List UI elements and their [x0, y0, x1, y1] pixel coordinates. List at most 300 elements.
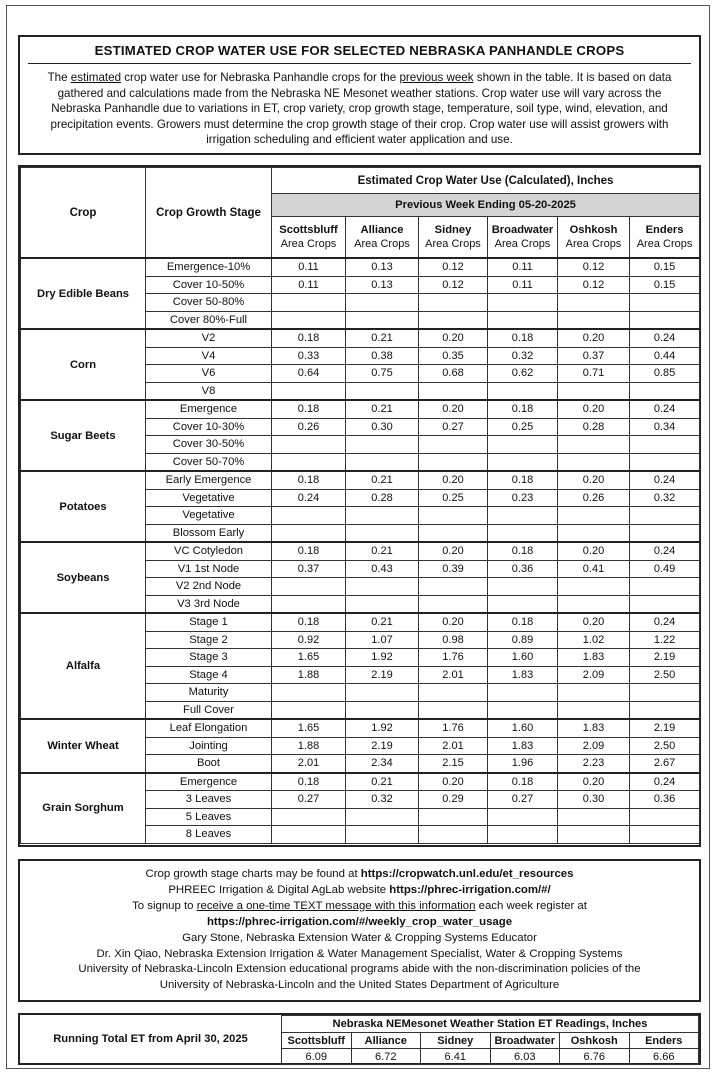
water-use-value — [419, 578, 488, 596]
table-row — [21, 400, 700, 418]
info-line-5: Gary Stone, Nebraska Extension Water & Cropping Systems Educator — [182, 931, 537, 944]
water-use-value — [272, 595, 346, 613]
water-use-value: 2.50 — [630, 666, 700, 684]
water-use-value — [630, 382, 700, 400]
water-use-value — [272, 684, 346, 702]
growth-stage: VC Cotyledon — [146, 542, 272, 560]
running-value: 6.09 — [282, 1049, 352, 1065]
water-use-value: 1.65 — [272, 649, 346, 667]
growth-stage: 5 Leaves — [146, 808, 272, 826]
water-use-value: 0.12 — [419, 258, 488, 276]
water-use-value: 0.27 — [272, 791, 346, 809]
water-use-value: 0.18 — [272, 613, 346, 631]
growth-stage: 3 Leaves — [146, 791, 272, 809]
intro-text-2: crop water use for Nebraska Panhandle crops for the — [121, 71, 400, 84]
water-use-value: 0.18 — [272, 542, 346, 560]
growth-stage: Cover 10-50% — [146, 276, 272, 294]
water-use-value: 0.11 — [272, 276, 346, 294]
water-use-value: 0.12 — [558, 258, 630, 276]
intro-paragraph — [34, 70, 685, 148]
week-ending-header: Previous Week Ending 05-20-2025 — [272, 194, 700, 217]
water-use-value: 1.96 — [488, 755, 558, 773]
water-use-value — [558, 701, 630, 719]
water-use-value: 0.13 — [346, 258, 419, 276]
water-use-value: 1.88 — [272, 666, 346, 684]
water-use-value — [272, 524, 346, 542]
location-name: Alliance — [360, 224, 404, 236]
water-use-value: 0.11 — [272, 258, 346, 276]
intro-estimated: estimated — [70, 71, 122, 84]
running-value: 6.66 — [629, 1049, 699, 1065]
water-use-value: 2.67 — [630, 755, 700, 773]
water-use-value: 0.36 — [630, 791, 700, 809]
water-use-value: 0.62 — [488, 365, 558, 383]
water-use-value: 2.19 — [346, 737, 419, 755]
running-total-table — [281, 1015, 699, 1065]
water-use-value — [419, 294, 488, 312]
water-use-value: 0.11 — [488, 276, 558, 294]
water-use-value: 0.24 — [630, 471, 700, 489]
crop-name: Grain Sorghum — [21, 773, 146, 844]
water-use-value: 1.83 — [558, 719, 630, 737]
water-use-value — [558, 578, 630, 596]
water-use-value: 0.32 — [488, 347, 558, 365]
water-use-value: 0.11 — [488, 258, 558, 276]
water-use-value: 0.89 — [488, 631, 558, 649]
water-use-value: 0.38 — [346, 347, 419, 365]
growth-stage: Cover 80%-Full — [146, 311, 272, 329]
water-use-value — [272, 311, 346, 329]
water-use-value: 0.26 — [558, 489, 630, 507]
water-use-value: 2.34 — [346, 755, 419, 773]
growth-stage: 8 Leaves — [146, 826, 272, 844]
area-crops-label: Area Crops — [425, 238, 481, 250]
location-header — [630, 217, 700, 259]
weekly-usage-link[interactable]: https://phrec-irrigation.com/#/weekly_crop_water_usage — [206, 915, 513, 928]
running-total-title: Nebraska NEMesonet Weather Station ET Readings, Inches — [282, 1016, 699, 1033]
info-line-3-a: To signup to — [132, 899, 197, 912]
water-use-value: 0.24 — [630, 400, 700, 418]
water-use-value: 0.36 — [488, 560, 558, 578]
info-line-8: University of Nebraska-Lincoln and the United States Department of Agriculture — [159, 979, 560, 992]
growth-stage: Maturity — [146, 684, 272, 702]
water-use-value — [488, 826, 558, 844]
water-use-value — [488, 382, 558, 400]
water-use-value: 0.20 — [419, 613, 488, 631]
location-name: Oshkosh — [569, 224, 618, 236]
intro-box — [18, 35, 701, 155]
water-use-value — [488, 453, 558, 471]
location-name: Broadwater — [491, 224, 554, 236]
running-value: 6.03 — [490, 1049, 560, 1065]
running-location: Alliance — [351, 1033, 421, 1049]
water-use-value — [272, 294, 346, 312]
growth-stage: V8 — [146, 382, 272, 400]
water-use-value: 0.12 — [419, 276, 488, 294]
water-use-value: 0.28 — [346, 489, 419, 507]
water-use-value: 0.18 — [488, 542, 558, 560]
water-use-value: 1.88 — [272, 737, 346, 755]
water-use-value — [558, 311, 630, 329]
water-use-value — [558, 826, 630, 844]
running-location: Broadwater — [490, 1033, 560, 1049]
info-line-4 — [20, 915, 699, 931]
growth-stage: Stage 1 — [146, 613, 272, 631]
water-use-value: 0.98 — [419, 631, 488, 649]
growth-stage: Full Cover — [146, 701, 272, 719]
water-use-value — [272, 453, 346, 471]
water-use-value: 0.20 — [419, 471, 488, 489]
water-use-value: 0.15 — [630, 276, 700, 294]
water-use-value — [419, 524, 488, 542]
location-header — [488, 217, 558, 259]
water-use-value: 2.01 — [419, 666, 488, 684]
area-crops-label: Area Crops — [636, 238, 693, 250]
water-use-value — [272, 578, 346, 596]
water-use-value: 0.18 — [488, 471, 558, 489]
water-use-value: 0.28 — [558, 418, 630, 436]
area-crops-label: Area Crops — [494, 238, 551, 250]
water-use-value: 0.23 — [488, 489, 558, 507]
water-use-value: 0.24 — [630, 613, 700, 631]
growth-stage: V2 — [146, 329, 272, 347]
water-use-value: 1.83 — [488, 666, 558, 684]
crop-name: Sugar Beets — [21, 400, 146, 471]
water-use-value: 0.12 — [558, 276, 630, 294]
table-row — [21, 329, 700, 347]
text-message-signup: receive a one-time TEXT message with this information — [196, 899, 476, 912]
water-use-value: 0.20 — [419, 400, 488, 418]
location-name: Scottsbluff — [279, 224, 338, 236]
water-use-value: 0.18 — [488, 773, 558, 791]
water-use-value: 1.83 — [488, 737, 558, 755]
crop-table-box — [18, 165, 701, 847]
location-header — [272, 217, 346, 259]
water-use-value — [488, 311, 558, 329]
water-use-value: 0.18 — [272, 773, 346, 791]
running-value: 6.72 — [351, 1049, 421, 1065]
water-use-value — [488, 808, 558, 826]
water-use-value: 0.24 — [630, 773, 700, 791]
growth-stage: Stage 4 — [146, 666, 272, 684]
water-use-value — [558, 436, 630, 454]
water-use-value: 0.32 — [346, 791, 419, 809]
growth-stage: Leaf Elongation — [146, 719, 272, 737]
water-use-value: 2.23 — [558, 755, 630, 773]
area-crops-label: Area Crops — [280, 238, 337, 250]
water-use-value: 0.20 — [419, 542, 488, 560]
water-use-value — [346, 294, 419, 312]
water-use-value — [630, 808, 700, 826]
water-use-value — [346, 453, 419, 471]
water-use-value — [488, 507, 558, 525]
water-use-value — [488, 436, 558, 454]
running-value: 6.76 — [560, 1049, 630, 1065]
water-use-value — [630, 311, 700, 329]
water-use-value — [272, 436, 346, 454]
growth-stage: V4 — [146, 347, 272, 365]
page-frame — [6, 5, 710, 1069]
water-use-value — [272, 507, 346, 525]
info-line-1 — [20, 867, 699, 883]
crop-name: Dry Edible Beans — [21, 258, 146, 329]
water-use-value — [488, 701, 558, 719]
water-use-value: 1.76 — [419, 649, 488, 667]
water-use-value: 2.09 — [558, 737, 630, 755]
info-line-6: Dr. Xin Qiao, Nebraska Extension Irrigation & Water Management Specialist, Water & Cropping Systems — [96, 947, 623, 960]
water-use-value: 0.20 — [558, 613, 630, 631]
water-use-value: 1.60 — [488, 719, 558, 737]
water-use-value — [488, 684, 558, 702]
water-use-value: 0.21 — [346, 471, 419, 489]
water-use-value — [558, 684, 630, 702]
water-use-value: 0.29 — [419, 791, 488, 809]
water-use-value — [272, 701, 346, 719]
water-use-value: 0.35 — [419, 347, 488, 365]
water-use-value: 0.64 — [272, 365, 346, 383]
water-use-value — [272, 808, 346, 826]
area-crops-label: Area Crops — [354, 238, 410, 250]
water-use-value — [488, 595, 558, 613]
water-use-value — [419, 453, 488, 471]
water-use-value — [419, 826, 488, 844]
water-use-value — [630, 578, 700, 596]
water-use-value: 0.37 — [272, 560, 346, 578]
water-use-value — [419, 684, 488, 702]
water-use-value: 0.15 — [630, 258, 700, 276]
running-total-box — [18, 1013, 701, 1065]
water-use-value: 0.24 — [630, 329, 700, 347]
water-use-value — [346, 507, 419, 525]
water-use-value: 0.18 — [488, 329, 558, 347]
growth-stage: Cover 50-70% — [146, 453, 272, 471]
stage-column-header: Crop Growth Stage — [146, 168, 272, 259]
water-use-value: 0.34 — [630, 418, 700, 436]
water-use-value — [346, 826, 419, 844]
water-use-value — [346, 436, 419, 454]
water-use-value: 0.13 — [346, 276, 419, 294]
water-use-value — [419, 507, 488, 525]
water-use-value — [419, 436, 488, 454]
area-crops-label: Area Crops — [565, 238, 622, 250]
intro-text-3: shown in the table. It is based on data gathered and calculations made from the Nebraska NE Mesonet weather stations. Crop water use will vary across the Nebraska Panhandle due to variations in ET, crop variety, crop growth stage, temperature, soil type, wind, elevation, and precipitation events. Growers must determine the crop growth stage of their crop. Crop water use will assist growers with irrigation scheduling and efficient water application and use. — [50, 71, 672, 147]
water-use-value: 2.50 — [630, 737, 700, 755]
water-use-value — [346, 595, 419, 613]
water-use-value — [346, 684, 419, 702]
water-use-value — [419, 701, 488, 719]
water-use-value — [488, 294, 558, 312]
water-use-value: 0.20 — [558, 542, 630, 560]
water-use-value: 2.19 — [630, 649, 700, 667]
location-name: Enders — [645, 224, 684, 236]
water-use-value: 1.92 — [346, 649, 419, 667]
water-use-value — [630, 524, 700, 542]
water-use-value: 1.22 — [630, 631, 700, 649]
table-row — [21, 471, 700, 489]
crop-name: Corn — [21, 329, 146, 400]
table-row — [21, 613, 700, 631]
location-name: Sidney — [434, 224, 472, 236]
running-location: Scottsbluff — [282, 1033, 352, 1049]
growth-stage: V6 — [146, 365, 272, 383]
growth-stage: Emergence-10% — [146, 258, 272, 276]
water-use-value: 0.24 — [630, 542, 700, 560]
water-use-value — [558, 524, 630, 542]
water-use-value: 0.24 — [272, 489, 346, 507]
water-use-value: 0.18 — [272, 400, 346, 418]
intro-text-1: The — [47, 71, 71, 84]
growth-stage: Stage 2 — [146, 631, 272, 649]
water-use-value: 2.01 — [272, 755, 346, 773]
water-use-value: 0.20 — [558, 329, 630, 347]
water-use-value: 0.20 — [558, 773, 630, 791]
water-use-value: 0.21 — [346, 400, 419, 418]
growth-stage: V3 3rd Node — [146, 595, 272, 613]
growth-stage: Emergence — [146, 400, 272, 418]
water-use-value — [558, 294, 630, 312]
water-use-value — [630, 453, 700, 471]
water-use-value: 1.65 — [272, 719, 346, 737]
water-use-value — [346, 808, 419, 826]
table-row — [21, 719, 700, 737]
water-use-value: 0.27 — [419, 418, 488, 436]
growth-stage: Cover 30-50% — [146, 436, 272, 454]
water-use-value: 0.21 — [346, 773, 419, 791]
water-use-value: 2.01 — [419, 737, 488, 755]
water-use-value — [630, 701, 700, 719]
table-row — [21, 773, 700, 791]
info-line-7: University of Nebraska-Lincoln Extension educational programs abide with the non-discrimination policies of the — [78, 963, 641, 976]
water-use-value: 0.25 — [419, 489, 488, 507]
cropwatch-link[interactable]: https://cropwatch.unl.edu/et_resources — [360, 868, 574, 880]
growth-stage: Cover 10-30% — [146, 418, 272, 436]
water-use-value — [488, 524, 558, 542]
water-use-value: 2.19 — [346, 666, 419, 684]
crop-column-header: Crop — [21, 168, 146, 259]
crop-water-use-table — [20, 167, 700, 844]
water-use-value: 2.09 — [558, 666, 630, 684]
water-use-value: 0.26 — [272, 418, 346, 436]
growth-stage: Early Emergence — [146, 471, 272, 489]
water-use-value — [272, 826, 346, 844]
info-line-1-text: Crop growth stage charts may be found at — [145, 868, 361, 880]
water-use-value: 0.49 — [630, 560, 700, 578]
water-use-value: 0.18 — [488, 400, 558, 418]
running-location: Oshkosh — [560, 1033, 630, 1049]
water-use-value: 0.25 — [488, 418, 558, 436]
water-use-value: 0.20 — [558, 400, 630, 418]
phrec-link[interactable]: https://phrec-irrigation.com/#/ — [389, 883, 551, 896]
running-value: 6.41 — [421, 1049, 491, 1065]
water-use-value — [419, 808, 488, 826]
water-use-value: 0.18 — [272, 471, 346, 489]
water-use-value — [346, 701, 419, 719]
water-use-value: 1.83 — [558, 649, 630, 667]
crop-name: Alfalfa — [21, 613, 146, 719]
water-use-value — [558, 808, 630, 826]
water-use-value — [630, 684, 700, 702]
water-use-value: 0.39 — [419, 560, 488, 578]
crop-name: Winter Wheat — [21, 719, 146, 773]
water-use-value: 2.15 — [419, 755, 488, 773]
location-header — [419, 217, 488, 259]
crop-name: Soybeans — [21, 542, 146, 613]
location-header — [346, 217, 419, 259]
water-use-value: 1.60 — [488, 649, 558, 667]
running-total-label: Running Total ET from April 30, 2025 — [20, 1015, 282, 1063]
water-use-value — [558, 507, 630, 525]
water-use-value — [630, 507, 700, 525]
running-location: Enders — [629, 1033, 699, 1049]
water-use-value — [272, 382, 346, 400]
growth-stage: V2 2nd Node — [146, 578, 272, 596]
water-use-value: 0.92 — [272, 631, 346, 649]
table-row — [21, 542, 700, 560]
water-use-value — [346, 524, 419, 542]
water-use-value — [419, 595, 488, 613]
info-box — [18, 859, 701, 1002]
water-use-value — [630, 595, 700, 613]
water-use-value — [630, 294, 700, 312]
water-use-value: 1.76 — [419, 719, 488, 737]
water-use-value: 2.19 — [630, 719, 700, 737]
table-row — [21, 258, 700, 276]
water-use-value: 0.75 — [346, 365, 419, 383]
growth-stage: Stage 3 — [146, 649, 272, 667]
water-use-value — [346, 382, 419, 400]
water-use-value: 0.20 — [558, 471, 630, 489]
water-use-value: 0.37 — [558, 347, 630, 365]
page-title: ESTIMATED CROP WATER USE FOR SELECTED NEBRASKA PANHANDLE CROPS — [28, 41, 691, 64]
growth-stage: Cover 50-80% — [146, 294, 272, 312]
water-use-value — [419, 311, 488, 329]
water-use-value: 0.20 — [419, 329, 488, 347]
info-line-3 — [20, 899, 699, 915]
water-use-value — [488, 578, 558, 596]
water-use-value — [558, 453, 630, 471]
location-header — [558, 217, 630, 259]
growth-stage: Vegetative — [146, 489, 272, 507]
water-use-value: 0.30 — [346, 418, 419, 436]
water-use-value — [630, 826, 700, 844]
water-use-value: 0.32 — [630, 489, 700, 507]
intro-previous-week: previous week — [399, 71, 474, 84]
water-use-value: 0.21 — [346, 613, 419, 631]
water-use-value: 0.21 — [346, 329, 419, 347]
growth-stage: Blossom Early — [146, 524, 272, 542]
growth-stage: Vegetative — [146, 507, 272, 525]
water-use-value: 0.68 — [419, 365, 488, 383]
water-use-value — [630, 436, 700, 454]
water-use-value: 1.02 — [558, 631, 630, 649]
water-use-value — [346, 578, 419, 596]
water-use-value: 0.85 — [630, 365, 700, 383]
water-use-value: 0.44 — [630, 347, 700, 365]
water-use-value: 0.21 — [346, 542, 419, 560]
info-line-2 — [20, 883, 699, 899]
water-use-value: 0.18 — [272, 329, 346, 347]
growth-stage: Boot — [146, 755, 272, 773]
water-use-value — [558, 595, 630, 613]
info-line-2-text: PHREEC Irrigation & Digital AgLab website — [168, 883, 390, 896]
water-use-value: 0.30 — [558, 791, 630, 809]
water-use-value: 0.41 — [558, 560, 630, 578]
water-use-value: 1.92 — [346, 719, 419, 737]
water-use-value: 0.27 — [488, 791, 558, 809]
growth-stage: Jointing — [146, 737, 272, 755]
water-use-value — [346, 311, 419, 329]
water-use-value: 0.20 — [419, 773, 488, 791]
